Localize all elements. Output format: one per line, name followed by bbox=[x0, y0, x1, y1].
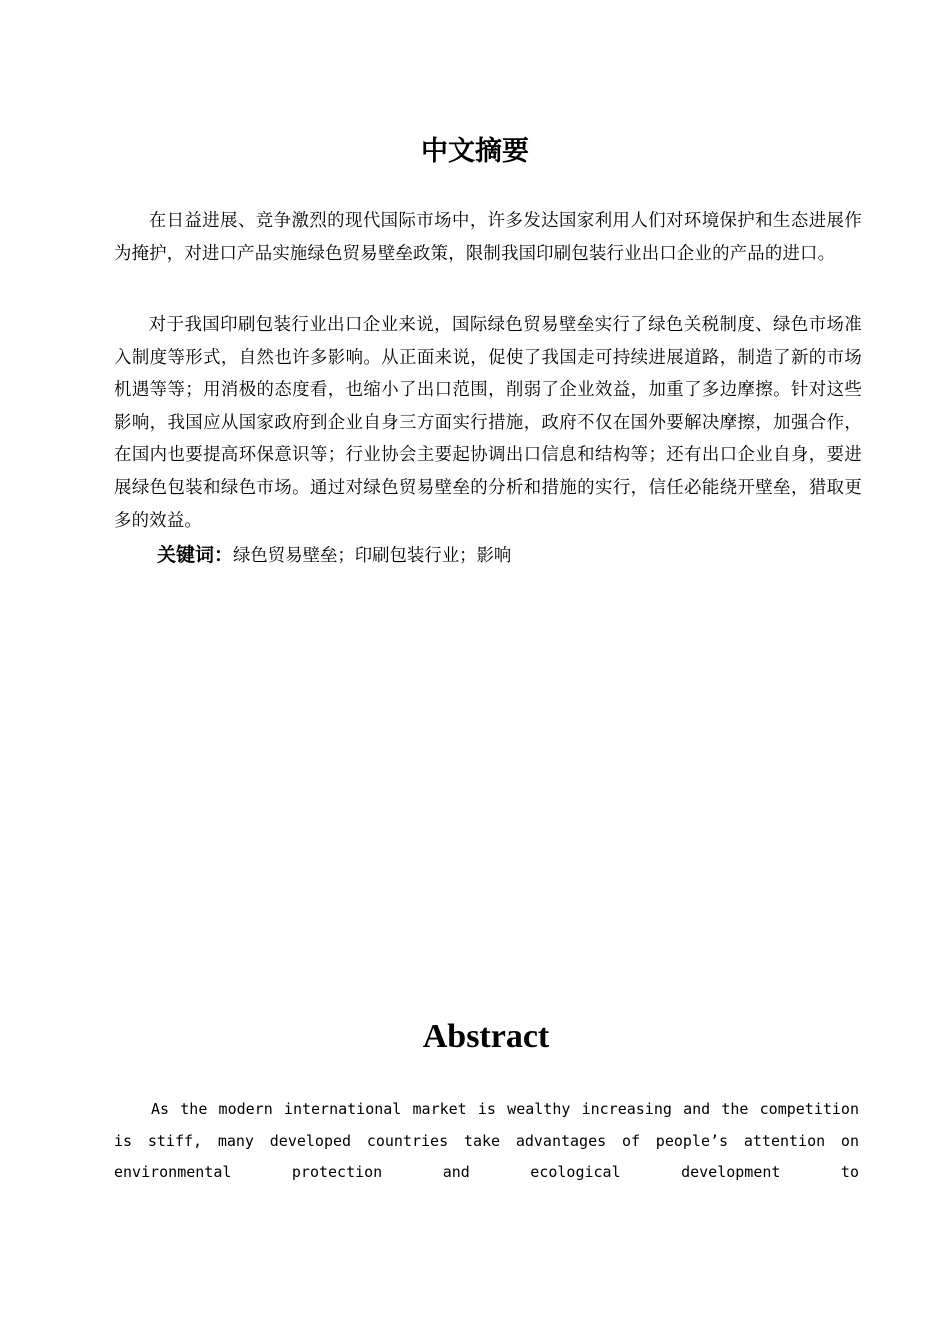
english-abstract-title: Abstract bbox=[422, 1018, 550, 1055]
keywords-text: 绿色贸易壁垒；印刷包装行业；影响 bbox=[233, 546, 512, 566]
english-abstract-paragraph: As the modern international market is wealthy increasing and the competition is stiff, many developed countries take advantages of people’s attention on environmental protection and ecological development to bbox=[114, 1100, 859, 1181]
chinese-abstract-paragraph-2: 对于我国印刷包装行业出口企业来说，国际绿色贸易壁垒实行了绿色关税制度、绿色市场准入制度等形式，自然也许多影响。从正面来说，促使了我国走可持续进展道路，制造了新的市场机遇等等；用消极的态度看，也缩小了出口范围，削弱了企业效益，加重了多边摩擦。针对这些影响，我国应从国家政府到企业自身三方面实行措施，政府不仅在国外要解决摩擦，加强合作，在国内也要提高环保意识等；行业协会主要起协调出口信息和结构等；还有出口企业自身，要进展绿色包装和绿色市场。通过对绿色贸易壁垒的分析和措施的实行，信任必能绕开壁垒，猎取更多的效益。 bbox=[114, 315, 862, 531]
chinese-abstract-title: 中文摘要 bbox=[421, 136, 529, 167]
chinese-abstract-paragraph-1: 在日益进展、竞争激烈的现代国际市场中，许多发达国家利用人们对环境保护和生态进展作为掩护，对进口产品实施绿色贸易壁垒政策，限制我国印刷包装行业出口企业的产品的进口。 bbox=[114, 211, 862, 264]
keywords-label: 关键词： bbox=[157, 544, 234, 566]
keywords-line bbox=[157, 538, 857, 574]
